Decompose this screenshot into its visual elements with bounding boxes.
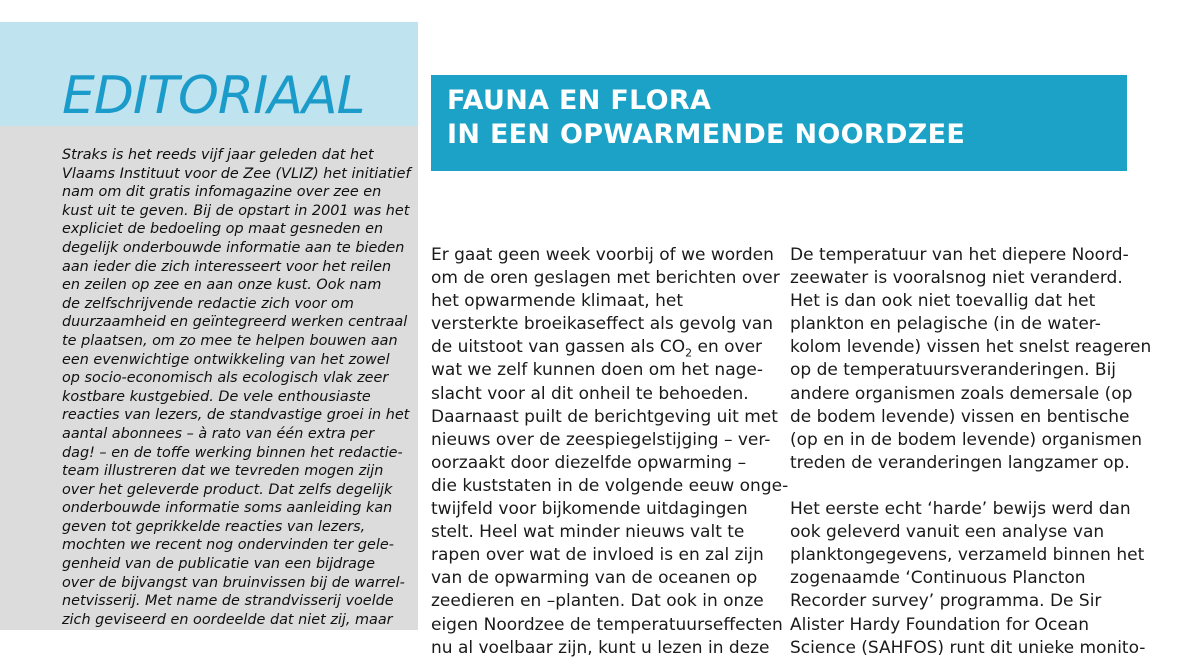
editorial-line: te plaatsen, om zo mee te helpen bouwen aan <box>62 332 398 349</box>
editorial-line: netvisserij. Met name de strandvisserij voelde <box>62 593 394 610</box>
text-line: versterkte broeikaseffect als gevolg van <box>431 314 773 335</box>
text-line: rapen over wat de invloed is en zal zijn <box>431 545 764 566</box>
editorial-line: genheid van de publicatie van een bijdrage <box>62 556 375 573</box>
text-line: treden de veranderingen langzamer op. <box>790 452 1130 473</box>
text-line: Alister Hardy Foundation for Ocean <box>790 614 1090 635</box>
headline-line-1: FAUNA EN FLORA <box>447 85 712 116</box>
text-line: Het eerste echt ‘harde’ bewijs werd dan <box>790 499 1131 520</box>
editorial-body <box>62 146 412 629</box>
text-line: slacht voor al dit onheil te behoeden. <box>431 383 749 404</box>
editorial-line: nam om dit gratis infomagazine over zee en <box>62 184 382 201</box>
text-line: Daarnaast puilt de berichtgeving uit met <box>431 406 778 427</box>
editorial-line: aantal abonnees – à rato van één extra per <box>62 425 375 442</box>
text-line: stelt. Heel wat minder nieuws valt te <box>431 522 745 543</box>
text-line: nu al voelbaar zijn, kunt u lezen in deze <box>431 637 770 658</box>
editorial-line: duurzaamheid en geïntegreerd werken centraal <box>62 314 408 331</box>
editorial-panel <box>0 22 418 630</box>
editorial-line: op socio-economisch als ecologisch vlak zeer <box>62 370 389 387</box>
text-line: zeewater is vooralsnog niet veranderd. <box>790 268 1123 289</box>
text-line: plankton en pelagische (in de water- <box>790 314 1101 335</box>
article-column-2 <box>790 244 1152 660</box>
editorial-line: geven tot geprikkelde reacties van lezers, <box>62 518 366 535</box>
paragraph-gap <box>790 475 1135 498</box>
editorial-line: kust uit te geven. Bij de opstart in 2001 was het <box>62 202 410 219</box>
text-line: Recorder survey’ programma. De Sir <box>790 591 1102 612</box>
text-line: de bodem levende) vissen en bentische <box>790 406 1130 427</box>
text-line: die kuststaten in de volgende eeuw onge- <box>431 475 789 496</box>
text-line: Er gaat geen week voorbij of we worden <box>431 245 774 265</box>
text-fragment: en over <box>692 337 763 358</box>
editorial-line: reacties van lezers, de standvastige groei in het <box>62 407 410 424</box>
text-line: zogenaamde ‘Continuous Plancton <box>790 568 1086 589</box>
text-line: van de opwarming van de oceanen op <box>431 568 758 589</box>
text-line: andere organismen zoals demersale (op <box>790 383 1133 404</box>
editorial-title: EDITORIAAL <box>62 66 365 126</box>
editorial-line: zich geviseerd en oordeelde dat niet zij, maar <box>62 611 393 628</box>
editorial-header <box>0 22 418 126</box>
editorial-line: team illustreren dat we tevreden mogen zijn <box>62 463 384 480</box>
text-line: (op en in de bodem levende) organismen <box>790 429 1143 450</box>
editorial-line: kostbare kustgebied. De vele enthousiaste <box>62 388 371 405</box>
text-line: ook geleverd vanuit een analyse van <box>790 522 1105 543</box>
editorial-line: een evenwichtige ontwikkeling van het zowel <box>62 351 390 368</box>
editorial-line: mochten we recent nog ondervinden ter gele- <box>62 537 394 554</box>
editorial-line: over het geleverde product. Dat zelfs degelijk <box>62 481 393 498</box>
editorial-line: expliciet de bedoeling op maat gesneden en <box>62 221 384 238</box>
editorial-line: degelijk onderbouwde informatie aan te bieden <box>62 239 405 256</box>
editorial-line: dag! – en de toffe werking binnen het redactie- <box>62 444 403 461</box>
text-fragment: de uitstoot van gassen als CO <box>431 337 686 358</box>
article-headline-banner <box>431 75 1127 171</box>
editorial-line: Vlaams Instituut voor de Zee (VLIZ) het initiatief <box>62 165 411 182</box>
text-line: twijfeld voor bijkomende uitdagingen <box>431 499 748 520</box>
editorial-line: onderbouwde informatie soms aanleiding kan <box>62 500 393 517</box>
text-line: kolom levende) vissen het snelst reageren <box>790 337 1152 358</box>
text-line: planktongegevens, verzameld binnen het <box>790 545 1145 566</box>
headline-line-2: IN EEN OPWARMENDE NOORDZEE <box>447 119 966 150</box>
text-line: Science (SAHFOS) runt dit unieke monito- <box>790 637 1146 658</box>
text-line: op de temperatuursveranderingen. Bij <box>790 360 1117 381</box>
text-line: Het is dan ook niet toevallig dat het <box>790 291 1096 312</box>
editorial-line: aan ieder die zich interesseert voor het reilen <box>62 258 392 275</box>
text-line: wat we zelf kunnen doen om het nage- <box>431 360 764 381</box>
editorial-line: Straks is het reeds vijf jaar geleden dat het <box>62 147 374 163</box>
subscript-two: 2 <box>685 346 693 360</box>
editorial-line: de zelfschrijvende redactie zich voor om <box>62 295 354 312</box>
text-line: eigen Noordzee de temperatuurseffecten <box>431 614 783 635</box>
text-line <box>431 336 776 359</box>
text-line: het opwarmende klimaat, het <box>431 291 684 312</box>
editorial-line: en zeilen op zee en aan onze kust. Ook nam <box>62 277 382 294</box>
editorial-line: over de bijvangst van bruinvissen bij de warrel- <box>62 574 405 591</box>
text-line: nieuws over de zeespiegelstijging – ver- <box>431 429 771 450</box>
text-line: om de oren geslagen met berichten over <box>431 268 780 289</box>
text-line: oorzaakt door diezelfde opwarming – <box>431 452 747 473</box>
article-column-1 <box>431 244 789 660</box>
text-line: De temperatuur van het diepere Noord- <box>790 245 1129 265</box>
text-line: zeedieren en –planten. Dat ook in onze <box>431 591 764 612</box>
